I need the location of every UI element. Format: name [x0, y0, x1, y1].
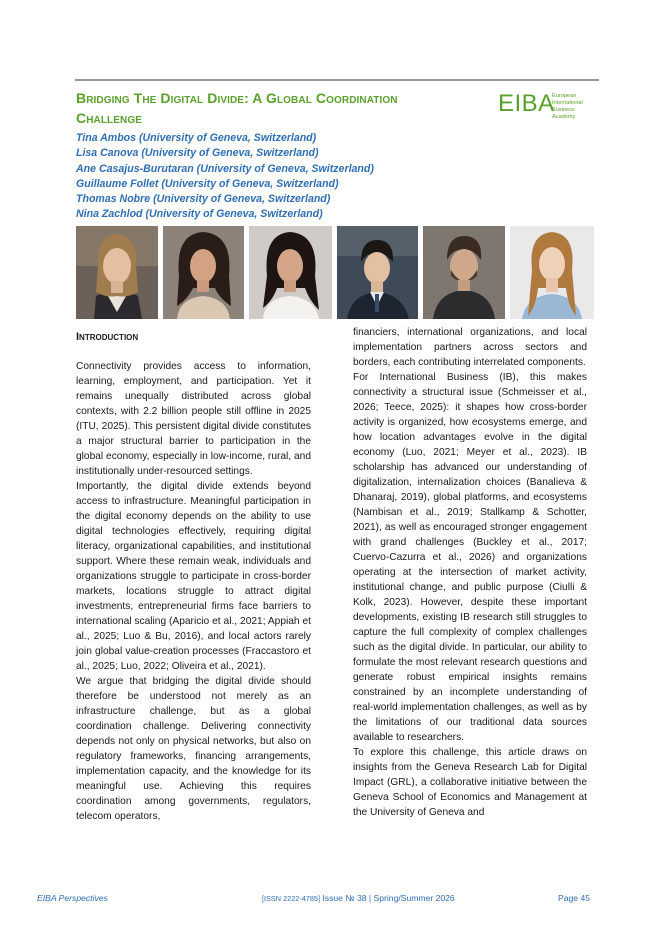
footer-publication: EIBA Perspectives	[37, 893, 108, 903]
author-photo	[249, 226, 332, 319]
author-line: Thomas Nobre (University of Geneva, Switzerland)	[76, 193, 331, 206]
eiba-logo-text: EIBA	[498, 90, 555, 117]
author-line: Tina Ambos (University of Geneva, Switzerland)	[76, 132, 317, 144]
section-heading: Introduction	[76, 331, 139, 343]
body-paragraph: We argue that bridging the digital divide should therefore be understood not merely as an infrastructure challenge, but as a global coordination challenge. Delivering connectivity depends not only on physical networks, but also on regulatory frameworks, financing arrangements, implementation capacity, and the knowledge for its meaningful use. Achieving this requires coordination among governments, regulators, telecom operators,	[76, 676, 311, 822]
author-list	[76, 131, 374, 223]
author-photo	[510, 226, 594, 319]
eiba-logo	[498, 90, 598, 124]
body-paragraph: To explore this challenge, this article draws on insights from the Geneva Research Lab for Digital Impact (GRL), a collaborative initiative between the Geneva School of Economics and Management at the University of Geneva and	[353, 747, 587, 818]
article-title-line2: Challenge	[76, 110, 143, 126]
author-photo	[163, 226, 244, 319]
article-title	[76, 88, 496, 128]
author-line: Ane Casajus-Burutaran (University of Geneva, Switzerland)	[76, 162, 374, 175]
body-paragraph: Connectivity provides access to information, learning, employment, and participation. Yet it remains unequally distributed across global contexts, with 2.2 billion people still offline in 2025 (ITU, 2025). This persistent digital divide constitutes a major structural barrier to participation in the global economy, especially in low-income, rural, and institutionally under-resourced settings.	[76, 361, 311, 477]
author-line: Guillaume Follet (University of Geneva, Switzerland)	[76, 177, 339, 190]
footer-page-number: Page 45	[558, 893, 591, 903]
top-rule	[75, 79, 599, 81]
author-photo	[423, 226, 505, 319]
author-photo	[76, 226, 158, 319]
body-paragraph: Importantly, the digital divide extends beyond access to infrastructure. Meaningful participation in the digital economy depends on the ability to use digital technologies effectively, requiring digital literacy, organizational capabilities, and institutional support. Where these remain weak, individuals and organizations struggle to participate in cross-border markets, locations struggle to attract digital investments, entrepreneurial firms face barriers to international scaling (Aparicio et al., 2021; Appiah et al., 2025; Luo & Bu, 2016), and local actors rarely join global value-creation processes (Fraccastoro et al., 2025; Luo, 2022; Oliveira et al., 2021).	[76, 481, 311, 672]
footer-issn: [ISSN 2222-4785]	[262, 894, 321, 903]
eiba-logo-sub-line: International	[552, 100, 583, 106]
left-column	[76, 330, 311, 824]
author-photo	[337, 226, 418, 319]
body-paragraph: For International Business (IB), this makes connectivity a structural issue (Schmeisser et al., 2026; Teece, 2025): it shapes how cross-border activity is organized, how ecosystems emerge, and how location advantages evolve in the digital economy (Luo, 2021; Meyer et al., 2023). IB scholarship has advanced our understanding of digitalization, internalization choices (Banalieva & Dhanaraj, 2019), global platforms, and ecosystems (Nambisan et al., 2019; Stallkamp & Schotter, 2021), as well as encouraged stronger engagement with grand challenges (Buckley et al., 2017; Cuervo-Cazurra et al., 2026) and organizations operating at the intersection of market activity, institutional change, and public purpose (Ciulli & Kolk, 2023). However, despite these important developments, existing IB research still struggles to capture the full complexity of complex challenges such as the digital divide. In particular, our ability to formulate the most relevant research questions and generate robust empirical insights remains constrained by an incomplete understanding of real-world implementation challenges, as well as by the limitations of our traditional data sources available to researchers.	[353, 372, 587, 743]
eiba-logo-subtitle	[552, 93, 583, 121]
article-title-line1: Bridging The Digital Divide: A Global Coordination	[76, 90, 398, 106]
footer-issue: Issue № 38 | Spring/Summer 2026	[322, 893, 455, 903]
eiba-logo-sub-line: Business	[552, 107, 575, 113]
eiba-logo-sub-line: European	[552, 93, 577, 99]
right-column	[353, 325, 587, 820]
eiba-logo-sub-line: Academy	[552, 114, 576, 120]
author-line: Nina Zachlod (University of Geneva, Switzerland)	[76, 208, 323, 221]
body-paragraph: financiers, international organizations, and local implementation partners across sectors and borders, each contributing interrelated components.	[353, 327, 587, 368]
footer-issue-info	[262, 893, 455, 903]
author-photos	[76, 226, 594, 319]
author-line: Lisa Canova (University of Geneva, Switzerland)	[76, 147, 319, 160]
